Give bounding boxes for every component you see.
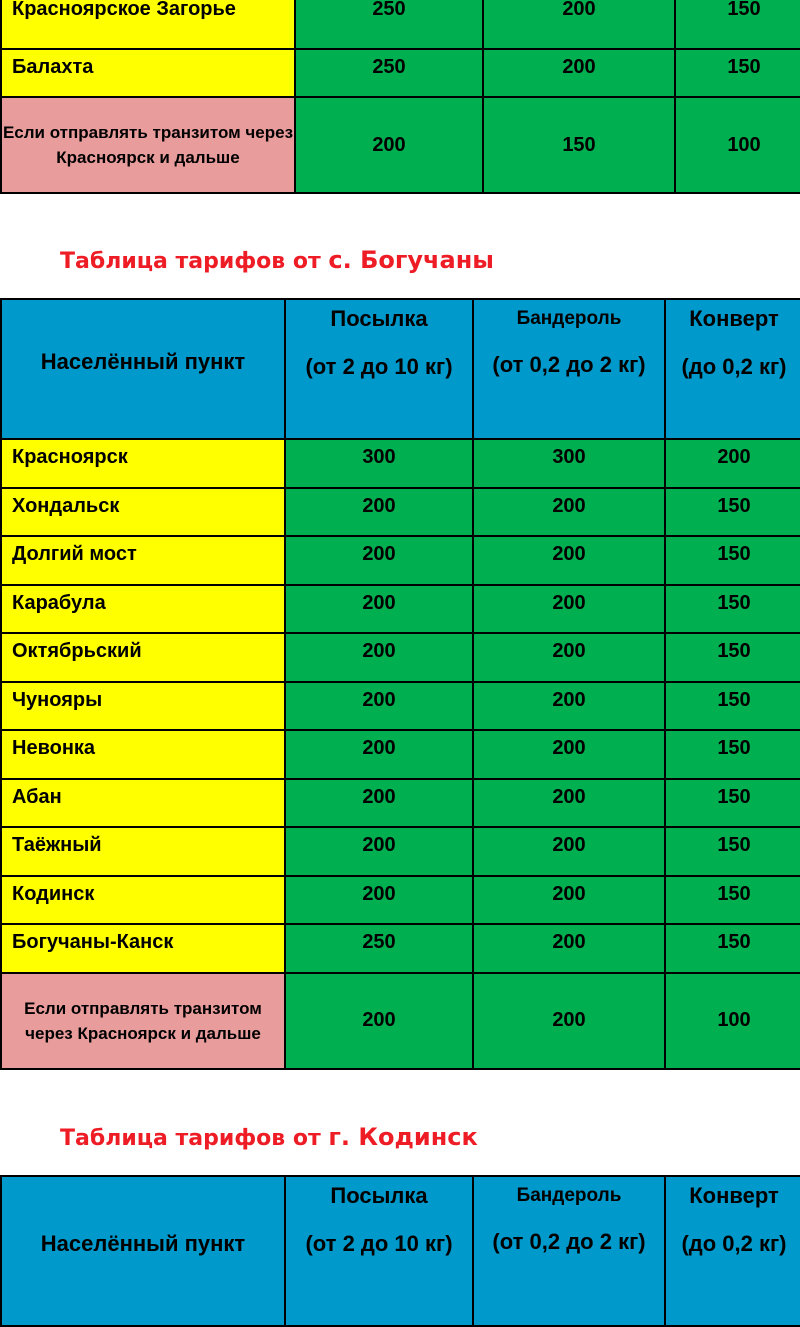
- parcel-price: 200: [285, 973, 473, 1069]
- table-row: [1, 439, 800, 488]
- envelope-price: 100: [675, 97, 800, 193]
- envelope-price: 150: [665, 779, 800, 828]
- header-envelope: [665, 1176, 800, 1326]
- table-row: [1, 585, 800, 634]
- package-price: 200: [473, 488, 665, 537]
- header-package: [473, 1176, 665, 1326]
- title-prefix: Таблица тарифов от: [60, 1126, 321, 1151]
- table-row: [1, 924, 800, 973]
- town-name: Таёжный: [1, 827, 285, 876]
- title-place: г. Кодинск: [328, 1123, 478, 1151]
- package-price: 200: [473, 973, 665, 1069]
- table-header-row: [1, 1176, 800, 1326]
- package-price: 150: [483, 97, 675, 193]
- tariff-table-kodinsk: [0, 1175, 800, 1327]
- table-row: [1, 633, 800, 682]
- header-parcel: [285, 299, 473, 439]
- town-name: Балахта: [1, 49, 295, 97]
- parcel-price: 200: [295, 97, 483, 193]
- transit-label: Если отправлять транзитом через Красноярск и дальше: [1, 97, 295, 193]
- table-row: [1, 0, 800, 49]
- parcel-price: 200: [285, 536, 473, 585]
- table-row: [1, 730, 800, 779]
- title-place: с. Богучаны: [328, 246, 494, 274]
- parcel-price: 250: [295, 49, 483, 97]
- header-envelope-weight: (до 0,2 кг): [681, 1231, 787, 1256]
- parcel-price: 200: [285, 827, 473, 876]
- envelope-price: 200: [665, 439, 800, 488]
- town-name: Хондальск: [1, 488, 285, 537]
- package-price: 200: [473, 682, 665, 731]
- envelope-price: 150: [665, 827, 800, 876]
- town-name: Богучаны-Канск: [1, 924, 285, 973]
- envelope-price: 150: [675, 0, 800, 49]
- town-name: Красноярское Загорье: [1, 0, 295, 49]
- package-price: 300: [473, 439, 665, 488]
- parcel-price: 200: [285, 779, 473, 828]
- package-price: 200: [473, 827, 665, 876]
- envelope-price: 150: [665, 633, 800, 682]
- parcel-price: 200: [285, 682, 473, 731]
- town-name: Абан: [1, 779, 285, 828]
- envelope-price: 150: [665, 730, 800, 779]
- table-row: [1, 779, 800, 828]
- table-row: [1, 488, 800, 537]
- header-parcel-weight: (от 2 до 10 кг): [305, 354, 453, 379]
- town-name: Невонка: [1, 730, 285, 779]
- table-header-row: [1, 299, 800, 439]
- envelope-price: 150: [665, 536, 800, 585]
- header-parcel-title: Посылка: [330, 306, 428, 331]
- tariff-table-boguchany: [0, 298, 800, 1070]
- header-package-title: Бандероль: [516, 308, 622, 329]
- envelope-price: 150: [665, 585, 800, 634]
- envelope-price: 100: [665, 973, 800, 1069]
- header-package: [473, 299, 665, 439]
- header-envelope-title: Конверт: [689, 306, 779, 331]
- title-prefix: Таблица тарифов от: [60, 249, 321, 274]
- envelope-price: 150: [665, 924, 800, 973]
- package-price: 200: [473, 779, 665, 828]
- parcel-price: 200: [285, 488, 473, 537]
- header-parcel-title: Посылка: [330, 1183, 428, 1208]
- header-package-weight: (от 0,2 до 2 кг): [492, 352, 646, 377]
- header-package-title: Бандероль: [516, 1185, 622, 1206]
- package-price: 200: [473, 536, 665, 585]
- table-row: [1, 49, 800, 97]
- package-price: 200: [473, 633, 665, 682]
- transit-label: Если отправлять транзитом через Красноярск и дальше: [1, 973, 285, 1069]
- package-price: 200: [473, 585, 665, 634]
- package-price: 200: [473, 924, 665, 973]
- parcel-price: 200: [285, 633, 473, 682]
- table-row: [1, 827, 800, 876]
- header-parcel: [285, 1176, 473, 1326]
- town-name: Долгий мост: [1, 536, 285, 585]
- header-place: Населённый пункт: [1, 299, 285, 439]
- section-title-kodinsk: [60, 1123, 478, 1151]
- package-price: 200: [483, 49, 675, 97]
- header-envelope: [665, 299, 800, 439]
- table-row: [1, 876, 800, 925]
- parcel-price: 250: [285, 924, 473, 973]
- package-price: 200: [473, 730, 665, 779]
- parcel-price: 200: [285, 876, 473, 925]
- header-package-weight: (от 0,2 до 2 кг): [492, 1229, 646, 1254]
- transit-row: [1, 97, 800, 193]
- town-name: Карабула: [1, 585, 285, 634]
- town-name: Кодинск: [1, 876, 285, 925]
- header-envelope-title: Конверт: [689, 1183, 779, 1208]
- header-parcel-weight: (от 2 до 10 кг): [305, 1231, 453, 1256]
- parcel-price: 200: [285, 585, 473, 634]
- envelope-price: 150: [665, 682, 800, 731]
- envelope-price: 150: [675, 49, 800, 97]
- envelope-price: 150: [665, 876, 800, 925]
- header-envelope-weight: (до 0,2 кг): [681, 354, 787, 379]
- package-price: 200: [483, 0, 675, 49]
- parcel-price: 300: [285, 439, 473, 488]
- town-name: Октябрьский: [1, 633, 285, 682]
- envelope-price: 150: [665, 488, 800, 537]
- parcel-price: 250: [295, 0, 483, 49]
- town-name: Красноярск: [1, 439, 285, 488]
- parcel-price: 200: [285, 730, 473, 779]
- town-name: Чунояры: [1, 682, 285, 731]
- table-row: [1, 682, 800, 731]
- package-price: 200: [473, 876, 665, 925]
- header-place: Населённый пункт: [1, 1176, 285, 1326]
- tariff-table-previous: [0, 0, 800, 194]
- table-row: [1, 536, 800, 585]
- section-title-boguchany: [60, 246, 494, 274]
- transit-row: [1, 973, 800, 1069]
